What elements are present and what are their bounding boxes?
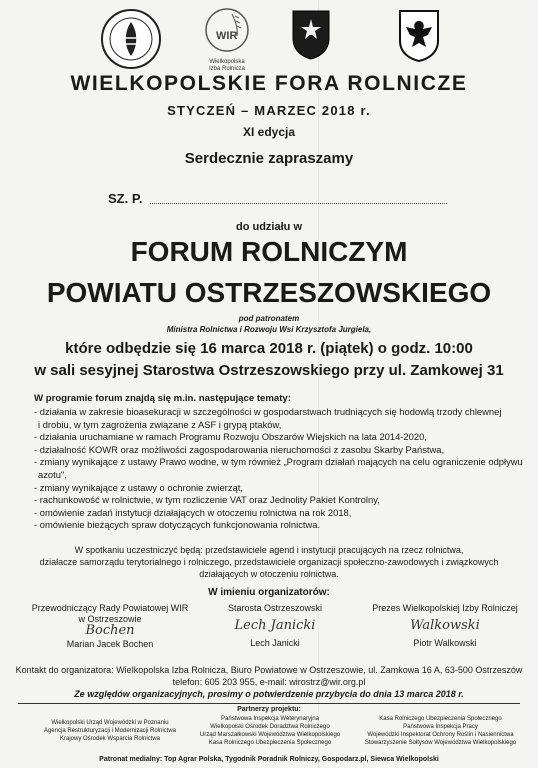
program-item: i drobiu, w tym zagrożenia związane z ASF i grypą ptaków, [38,418,282,430]
partner: Wielkopolski Ośrodek Doradztwa Rolniczego [210,724,330,730]
program-item: - działania w zakresie bioasekuracji w szczególności w gospodarstwach trudniących się hodowlą trzody chlewnej [34,406,502,417]
contact-address: Kontakt do organizatora: Wielkopolska Izba Rolnicza, Biuro Powiatowe w Ostrzeszowie, ul. Zamkowa 16 A, 63-500 Ostrzeszów [15,665,523,675]
organizer-role: Przewodniczący Rady Powiatowej WIR [31,603,189,613]
media-patronage: Patronat medialny: Top Agrar Polska, Tygodnik Poradnik Rolniczy, Gospodarz.pl, Siewca Wielkopolski [99,756,439,763]
partner: Agencja Restrukturyzacji i Modernizacji Rolnictwa [43,728,177,734]
event-location: w sali sesyjnej Starostwa Ostrzeszowskiego przy ul. Zamkowej 31 [34,362,504,379]
partners-title: Partnerzy projektu: [237,706,301,713]
partner: Wielkopolski Urząd Wojewódzki w Poznaniu [51,720,169,726]
main-title: WIELKOPOLSKIE FORA ROLNICZE [70,72,468,95]
invitee-blank-line [150,203,447,204]
program-item: - omówienie bieżących spraw dotyczących funkcjonowania rolnictwa. [34,519,321,531]
partner: Stowarzyszenie Sołtysów Województwa Wielkopolskiego [364,740,517,746]
partner: Państwowa Inspekcja Weterynaryjna [221,716,319,722]
partner: Krajowy Ośrodek Wsparcia Rolnictwa [59,736,161,742]
organizer-name: Piotr Walkowski [413,638,477,648]
organizer-block [355,603,535,649]
attendees-line: działacze samorządu terytorialnego i rolniczego, przedstawiciele organizacji społeczno-zawodowych i związkowych [39,557,499,567]
program-title: W programie forum znajdą się m.in. następujące tematy: [34,393,291,404]
program-item: - zmiany wynikające z ustawy o ochronie zwierząt, [34,481,243,493]
event-date: które odbędzie się 16 marca 2018 r. (piątek) o godz. 10:00 [65,340,473,357]
edition: XI edycja [242,125,296,139]
wir-logo [196,6,258,73]
program-list [34,406,532,532]
attendees-line: działających w otoczeniu rolnictwa. [199,569,339,579]
partner: Urząd Marszałkowski Województwa Wielkopolskiego [199,732,341,738]
partners-column [175,715,365,747]
organizer-block [20,603,200,650]
program-item: azotu", [38,468,67,480]
divider [18,703,520,704]
partner: Kasa Rolniczego Ubezpieczenia Społecznego [379,716,502,722]
partner: Kasa Rolniczego Ubezpieczenia Społecznego [208,740,332,746]
organizer-block [215,603,335,649]
forum-title-line2: POWIATU OSTRZESZOWSKIEGO [46,277,492,308]
rsvp-request: Ze względów organizacyjnych, prosimy o potwierdzenie przybycia do dnia 13 marca 2018 r. [74,689,464,699]
period: STYCZEŃ – MARZEC 2018 r. [167,103,371,118]
organizer-name: Lech Janicki [250,638,300,648]
wir-caption: Wielkopolska Izba Rolnicza [208,59,246,72]
handwritten-signature: Lech Janicki [234,618,316,633]
attendees-line: W spotkaniu uczestniczyć będą: przedstawiciele agend i instytucji pracujących na rzecz rolnictwa, [74,545,464,555]
patronage-name: Ministra Rolnictwa i Rozwoju Wsi Krzysztofa Jurgiela, [166,325,372,334]
contact-phone-email: telefon: 605 203 955, e-mail: wirostrz@wir.org.pl [172,677,366,687]
eagle-coat-of-arms [398,9,440,68]
organizer-role: Prezes Wielkopolskiej Izby Rolniczej [372,603,518,613]
partners-column [348,715,533,747]
organizer-name: Marian Jacek Bochen [66,639,154,649]
organizer-role-line2: w Ostrzeszowie [78,614,142,624]
university-seal-logo [100,8,162,75]
handwritten-signature: Walkowski [410,618,480,633]
attendees-text [0,544,538,580]
organizer-role: Starosta Ostrzeszowski [227,603,323,613]
invite-line: do udziału w [236,221,302,233]
patronage-label: pod patronatem [238,314,300,323]
county-coat-of-arms [291,9,331,66]
welcome-text: Serdecznie zapraszamy [184,150,354,167]
partner: Państwowa Inspekcja Pracy [403,724,478,730]
partner: Wojewódzki Inspektorat Ochrony Roślin i Nasiennictwa [367,732,514,738]
program-item: - działalność KOWR oraz możliwości zagospodarowania nieruchomości z zasobu Skarby Państwa, [34,443,445,455]
invitee-label: SZ. P. [108,191,143,206]
partners-column [20,719,200,743]
program-item: - działania uruchamiane w ramach Programu Rozwoju Obszarów Wiejskich na lata 2014-2020, [34,431,427,443]
forum-title-line1: FORUM ROLNICZYM [130,236,408,267]
program-item: - zmiany wynikające z ustawy Prawo wodne, w tym również „Program działań mających na celu ograniczenie odpływu [34,456,523,468]
contact-info [0,664,538,688]
handwritten-signature: Bochen [85,623,135,638]
program-item: - omówienie zadań instytucji działających w otoczeniu rolnictwa na rok 2018, [34,506,352,518]
program-item: - rachunkowość w rolnictwie, w tym rozliczenie VAT oraz Jednolity Pakiet Kontrolny, [34,494,380,506]
organizers-title: W imieniu organizatorów: [208,587,330,598]
svg-text:WIR: WIR [216,30,238,42]
